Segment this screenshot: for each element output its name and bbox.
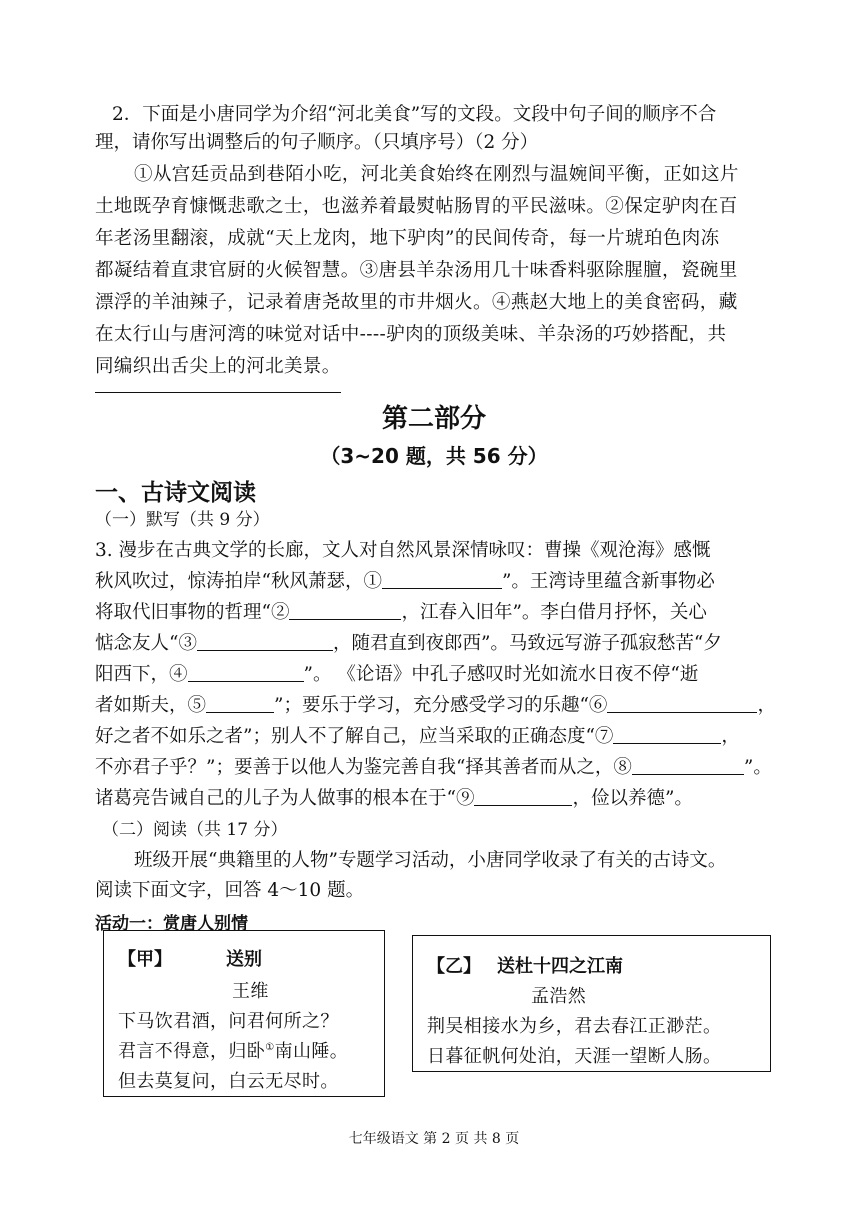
q2-passage-line: 在太行山与唐河湾的味觉对话中----驴肉的顶级美味、羊杂汤的巧妙搭配，共 bbox=[95, 324, 727, 345]
poem-line: 日暮征帆何处泊，天涯一望断人肠。 bbox=[427, 1046, 722, 1067]
q2-passage-line: 年老汤里翻滚，成就“天上龙肉，地下驴肉”的民间传奇，每一片琥珀色肉冻 bbox=[95, 228, 720, 249]
q3-line bbox=[95, 787, 693, 811]
poem-line: 但去莫复问，白云无尽时。 bbox=[118, 1071, 339, 1092]
q3-text: 诸葛亮告诫自己的儿子为人做事的根本在于“⑨ bbox=[95, 788, 475, 809]
intro-line: 班级开展“典籍里的人物”专题学习活动，小唐同学收录了有关的古诗文。 bbox=[134, 850, 727, 871]
poem-author: 孟浩然 bbox=[531, 986, 587, 1007]
q2-line-1: 2．下面是小唐同学为介绍“河北美食”写的文段。文段中句子间的顺序不合 bbox=[112, 104, 717, 125]
q3-text: ”。王湾诗里蕴含新事物必 bbox=[501, 571, 715, 592]
q3-text: 惦念友人“③ bbox=[95, 633, 197, 654]
q3-line bbox=[95, 570, 715, 594]
q3-text: 秋风吹过，惊涛拍岸“秋风萧瑟，① bbox=[95, 571, 382, 592]
q3-line: 3. 漫步在古典文学的长廊，文人对自然风景深情咏叹：曹操《观沧海》感慨 bbox=[95, 540, 711, 561]
q3-text: 阳西下，④ bbox=[95, 664, 188, 685]
q3-line bbox=[95, 694, 776, 718]
footnote-marker: ① bbox=[265, 1042, 275, 1053]
q3-text: ，江春入旧年”。李白借月抒怀，关心 bbox=[401, 602, 707, 623]
q3-text: ， bbox=[721, 726, 740, 747]
poem-line: 下马饮君酒，问君何所之？ bbox=[118, 1011, 339, 1032]
answer-line[interactable] bbox=[95, 392, 341, 393]
q3-text: ”。 bbox=[743, 757, 772, 778]
poem-line: 荆吴相接水为乡，君去春江正渺茫。 bbox=[427, 1016, 722, 1037]
fill-blank-9[interactable] bbox=[474, 787, 572, 806]
intro-line: 阅读下面文字，回答 4～10 题。 bbox=[95, 880, 365, 901]
poem-tag: 【乙】 bbox=[427, 956, 481, 977]
fill-blank-3[interactable] bbox=[197, 632, 333, 651]
poem-line bbox=[118, 1037, 348, 1063]
fill-blank-5[interactable] bbox=[206, 694, 274, 713]
fill-blank-1[interactable] bbox=[382, 570, 502, 589]
q2-passage-line: 同编织出舌尖上的河北美景。 bbox=[95, 356, 341, 377]
q3-line bbox=[95, 663, 698, 687]
section-heading: 一、古诗文阅读 bbox=[95, 480, 256, 506]
q3-text: ”；要乐于学习，充分感受学习的乐趣“⑥ bbox=[274, 695, 608, 716]
subsection-heading: （一）默写（共 9 分） bbox=[95, 510, 270, 530]
q3-line bbox=[95, 725, 740, 749]
q2-passage-line: 漂浮的羊油辣子，记录着唐尧故里的市井烟火。④燕赵大地上的美食密码，藏 bbox=[95, 292, 738, 313]
poem-box-b bbox=[412, 935, 771, 1072]
q2-passage-line: ①从宫廷贡品到巷陌小吃，河北美食始终在刚烈与温婉间平衡，正如这片 bbox=[134, 164, 739, 185]
part-title: 第二部分 bbox=[381, 404, 486, 434]
q3-line bbox=[95, 756, 772, 780]
fill-blank-4[interactable] bbox=[188, 663, 304, 682]
fill-blank-7[interactable] bbox=[613, 725, 721, 744]
poem-text: 君言不得意，归卧 bbox=[118, 1041, 266, 1062]
fill-blank-6[interactable] bbox=[607, 694, 757, 713]
q3-text: 者如斯夫，⑤ bbox=[95, 695, 207, 716]
poem-tag: 【甲】 bbox=[118, 949, 172, 970]
q3-text: 将取代旧事物的哲理“② bbox=[95, 602, 290, 623]
activity-heading: 活动一：赏唐人别情 bbox=[95, 914, 248, 934]
q3-line bbox=[95, 601, 707, 625]
fill-blank-8[interactable] bbox=[632, 756, 744, 775]
q3-line bbox=[95, 632, 722, 656]
part-subtitle: （3~20 题，共 56 分） bbox=[320, 444, 548, 468]
q2-line-2: 理，请你写出调整后的句子顺序。（只填序号）（2 分） bbox=[95, 132, 539, 153]
q3-text: ，俭以养德”。 bbox=[572, 788, 693, 809]
fill-blank-2[interactable] bbox=[289, 601, 401, 620]
poem-title: 送别 bbox=[226, 949, 262, 970]
page-footer: 七年级语文 第 2 页 共 8 页 bbox=[348, 1131, 520, 1147]
q3-text: 好之者不如乐之者”；别人不了解自己，应当采取的正确态度“⑦ bbox=[95, 726, 614, 747]
q3-text: ”。 《论语》中孔子感叹时光如流水日夜不停“逝 bbox=[303, 664, 699, 685]
q3-text: ， bbox=[757, 695, 776, 716]
subsection-heading: （二）阅读（共 17 分） bbox=[102, 820, 288, 840]
q3-text: ，随君直到夜郎西”。马致远写游子孤寂愁苦“夕 bbox=[332, 633, 722, 654]
poem-title: 送杜十四之江南 bbox=[497, 956, 623, 977]
q2-passage-line: 土地既孕育慷慨悲歌之士，也滋养着最熨帖肠胃的平民滋味。②保定驴肉在百 bbox=[95, 196, 738, 217]
q2-passage-line: 都凝结着直隶官厨的火候智慧。③唐县羊杂汤用几十味香料驱除腥膻，瓷碗里 bbox=[95, 260, 738, 281]
poem-author: 王维 bbox=[232, 981, 269, 1002]
poem-text: 南山陲。 bbox=[274, 1041, 349, 1062]
q3-text: 不亦君子乎？”；要善于以他人为鉴完善自我“择其善者而从之，⑧ bbox=[95, 757, 632, 778]
poem-box-a bbox=[103, 930, 385, 1097]
